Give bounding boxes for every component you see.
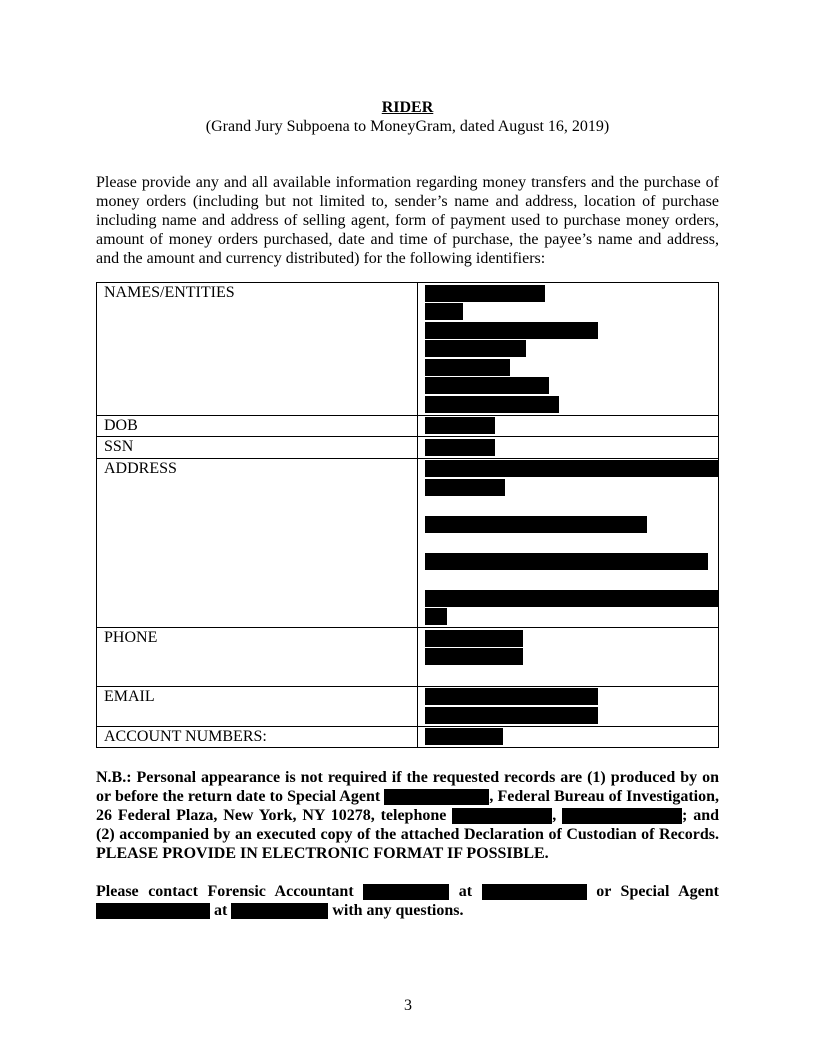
inline-redaction-bar: [231, 903, 328, 919]
redaction-bar: [425, 688, 598, 705]
table-row: [97, 686, 719, 726]
redaction-bar: [425, 303, 463, 320]
document-title: RIDER: [381, 99, 434, 116]
redaction-line: [425, 688, 718, 707]
redaction-line: [425, 460, 718, 479]
identifiers-table-body: [97, 283, 719, 748]
redaction-bar: [425, 460, 718, 477]
inline-redaction-bar: [155, 903, 210, 919]
redaction-line: [425, 438, 718, 457]
table-row: [97, 437, 719, 459]
redaction-bar: [425, 553, 708, 570]
row-label: EMAIL: [97, 686, 418, 726]
intro-paragraph: Please provide any and all available information regarding money transfers and the purchase of money orders (including but not limited to, sender’s name and address, location of purchase including name and address of selling agent, form of payment used to purchase money orders, amount of money orders purchased, date and time of purchase, the payee’s name and address, and the amount and currency distributed) for the following identifiers:: [96, 174, 719, 267]
table-row: [97, 628, 719, 687]
table-row: [97, 283, 719, 416]
row-redacted-values: [418, 458, 719, 628]
redaction-line: [425, 377, 718, 396]
redaction-bar: [425, 479, 505, 496]
row-label: ADDRESS: [97, 458, 418, 628]
row-label: SSN: [97, 437, 418, 459]
redaction-line: [425, 728, 718, 747]
redaction-bar: [425, 590, 718, 607]
redaction-bar: [425, 707, 598, 724]
redaction-line: [425, 589, 718, 608]
inline-redaction-bar: [482, 884, 587, 900]
redaction-line: [425, 478, 718, 497]
redaction-bar: [425, 417, 495, 434]
redaction-bar: [425, 322, 598, 339]
redaction-bar: [425, 396, 559, 413]
redaction-line: [425, 552, 718, 571]
inline-redaction-bar: [96, 903, 155, 919]
redaction-bar: [425, 516, 647, 533]
blank-line: [425, 497, 718, 516]
redaction-line: [425, 303, 718, 322]
row-label: DOB: [97, 415, 418, 437]
redaction-line: [425, 629, 718, 648]
table-row: [97, 415, 719, 437]
table-row: [97, 726, 719, 748]
row-label: PHONE: [97, 628, 418, 687]
inline-redaction-bar: [363, 884, 449, 900]
contact-paragraph: Please contact Forensic Accountant at or Special Agent at with any questions.: [96, 883, 720, 919]
redaction-line: [425, 358, 718, 377]
redaction-line: [425, 321, 718, 340]
row-redacted-values: [418, 686, 719, 726]
nb-paragraph: N.B.: Personal appearance is not required if the requested records are (1) produced by on or before the return date to Special Agent , Federal Bureau of Investigation, 26 Federal Plaza, New York, NY 10278, telephone , ; and (2) accompanied by an executed copy of the attached Declaration of Custodian of Records. PLEASE PROVIDE IN ELECTRONIC FORMAT IF POSSIBLE.: [96, 769, 720, 862]
inline-redaction-bar: [562, 808, 682, 824]
row-redacted-values: [418, 283, 719, 416]
redaction-bar: [425, 630, 523, 647]
redaction-bar: [425, 285, 545, 302]
redaction-line: [425, 706, 718, 725]
redaction-line: [425, 648, 718, 667]
blank-line: [425, 534, 718, 553]
redaction-line: [425, 284, 718, 303]
inline-redaction-bar: [452, 808, 552, 824]
redaction-line: [425, 340, 718, 359]
page-number: 3: [404, 997, 412, 1014]
redaction-bar: [425, 439, 495, 456]
row-label: NAMES/ENTITIES: [97, 283, 418, 416]
document-subtitle: (Grand Jury Subpoena to MoneyGram, dated August 16, 2019): [205, 118, 610, 135]
redaction-line: [425, 417, 718, 436]
row-label: ACCOUNT NUMBERS:: [97, 726, 418, 748]
redaction-bar: [425, 728, 503, 745]
redaction-line: [425, 395, 718, 414]
table-row: [97, 458, 719, 628]
row-redacted-values: [418, 415, 719, 437]
redaction-bar: [425, 608, 447, 625]
row-redacted-values: [418, 437, 719, 459]
redaction-bar: [425, 359, 510, 376]
redaction-bar: [425, 648, 523, 665]
blank-line: [425, 666, 718, 685]
redaction-line: [425, 515, 718, 534]
row-redacted-values: [418, 628, 719, 687]
row-redacted-values: [418, 726, 719, 748]
identifiers-table: [96, 282, 719, 748]
blank-line: [425, 571, 718, 590]
redaction-bar: [425, 377, 549, 394]
inline-redaction-bar: [384, 789, 489, 805]
redaction-line: [425, 608, 718, 627]
redaction-bar: [425, 340, 526, 357]
